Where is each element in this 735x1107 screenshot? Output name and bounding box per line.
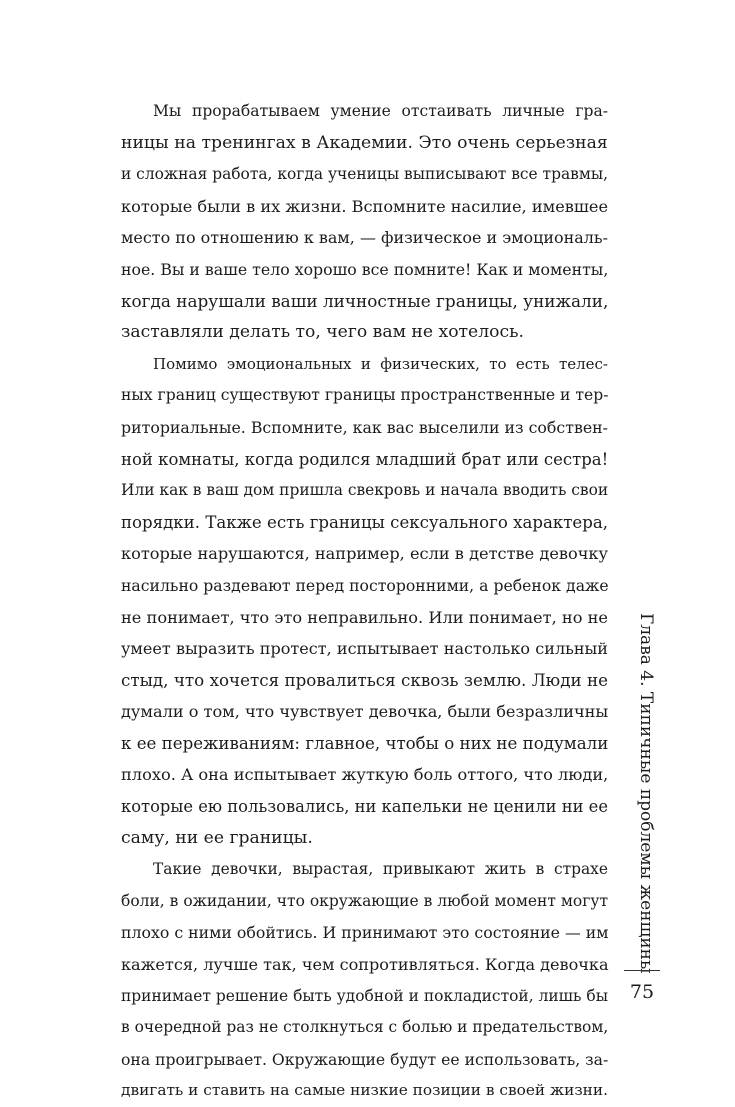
text-line: Помимо эмоциональных и физических, то есть телес- [153, 354, 608, 373]
text-line: ное. Вы и ваше тело хорошо все помните! Как и моменты, [121, 259, 609, 279]
text-line: кажется, лучше так, чем сопротивляться. Когда девочка [121, 955, 609, 975]
text-line: когда нарушали ваши личностные границы, унижали, [121, 290, 609, 311]
text-line: которые нарушаются, например, если в детстве девочку [121, 544, 608, 564]
text-line: умеет выразить протест, испытывает настолько сильный [121, 639, 608, 659]
text-line: к ее переживаниям: главное, чтобы о них не подумали [121, 733, 609, 753]
text-line: в очередной раз не столкнуться с болью и предательством, [121, 1018, 609, 1037]
text-line: она проигрывает. Окружающие будут ее использовать, за- [121, 1049, 609, 1069]
text-line: ных границ существуют границы пространственные и тер- [121, 386, 609, 405]
text-line: ницы на тренингах в Академии. Это очень серьезная [121, 132, 608, 153]
text-line: стыд, что хочется провалиться сквозь землю. Люди не [121, 669, 608, 690]
text-line: боли, в ожидании, что окружающие в любой момент могут [121, 891, 608, 910]
text-line: саму, ни ее границы. [121, 827, 313, 848]
paragraph-1 [121, 96, 608, 349]
text-line: которые были в их жизни. Вспомните насилие, имевшее [121, 196, 609, 216]
text-line: Или как в ваш дом пришла свекровь и начала вводить свои [121, 481, 609, 500]
running-head: Глава 4. Типичные проблемы женщины [636, 613, 656, 974]
text-line: не понимает, что это неправильно. Или понимает, но не [121, 607, 608, 627]
text-line: порядки. Также есть границы сексуального характера, [121, 512, 608, 532]
text-line: насильно раздевают перед посторонними, а ребенок даже [121, 575, 609, 595]
text-line: плохо. А она испытывает жуткую боль оттого, что люди, [121, 765, 609, 785]
text-line: место по отношению к вам, — физическое и эмоциональ- [121, 228, 608, 248]
text-line: риториальные. Вспомните, как вас выселили из собствен- [121, 417, 608, 437]
text-line: Такие девочки, вырастая, привыкают жить в страхе [153, 860, 608, 879]
page-number-rule [624, 970, 660, 971]
paragraph-2 [121, 349, 608, 855]
page-number: 75 [629, 981, 655, 1003]
text-line: думали о том, что чувствует девочка, были безразличны [121, 702, 609, 722]
text-line: которые ею пользовались, ни капельки не ценили ни ее [121, 797, 608, 817]
body-text [121, 96, 608, 1107]
text-line: и сложная работа, когда ученицы выписывают все травмы, [121, 165, 608, 184]
text-line: ной комнаты, когда родился младший брат или сестра! [121, 449, 609, 469]
text-line: Мы прорабатываем умение отстаивать личные гра- [153, 102, 608, 120]
text-line: двигать и ставить на самые низкие позиции в своей жизни. [121, 1081, 608, 1100]
text-line: заставляли делать то, чего вам не хотелось. [121, 322, 524, 343]
text-line: принимает решение быть удобной и покладистой, лишь бы [121, 986, 608, 1005]
paragraph-3 [121, 854, 608, 1107]
text-line: плохо с ними обойтись. И принимают это состояние — им [121, 923, 609, 943]
